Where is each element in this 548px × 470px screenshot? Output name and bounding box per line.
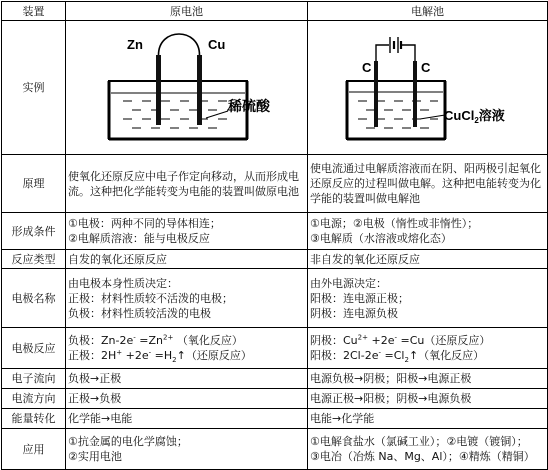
negative-electrode-equation: 负极：$Zn-2e^- =Zn^{2+}$ （氧化反应） [68,333,243,347]
electrode-name-electrolytic [308,269,548,328]
principle-row [2,155,548,213]
example-row [2,21,548,155]
electrode-name-galvanic-line2: 正极：材料性质较不活泼的电极； [68,291,233,305]
label-conditions: 形成条件 [2,213,66,250]
electrode-name-galvanic [66,269,308,328]
galvanic-cell-illustration [66,21,308,155]
label-example: 实例 [2,21,66,155]
application-row [2,429,548,470]
reaction-type-row [2,250,548,269]
label-energy: 能量转化 [2,409,66,429]
galvanic-cell-diagram [68,21,308,150]
cathode-equation: 阴极：$Cu^{2+} +2e^- =Cu$（还原反应） [310,333,491,347]
conditions-galvanic-line2: ②电解质溶液：能与电极反应 [68,232,210,245]
electrode-reaction-galvanic [66,328,308,369]
application-electrolytic-line1: ①电解食盐水（氯碱工业）；②电镀（镀铜）； [310,435,528,448]
left-carbon-electrode-label: C [362,60,372,75]
zn-electrode-label: Zn [127,37,143,52]
application-galvanic-line1: ①抗金属的电化学腐蚀； [68,435,188,448]
reaction-type-galvanic: 自发的氧化还原反应 [66,250,308,269]
label-electrode-name: 电极名称 [2,269,66,328]
energy-galvanic: 化学能→电能 [66,409,308,429]
electron-flow-electrolytic: 电源负极→阴极；阳极→电源正极 [308,369,548,389]
electrode-name-galvanic-line1: 由电极本身性质决定： [68,276,178,290]
electrolytic-cell-illustration [308,21,548,155]
cu-electrode-label: Cu [208,37,226,52]
cucl2-solution-label: CuCl$_2$溶液 [444,108,505,125]
positive-electrode-equation: 正极：$2H^+ +2e^- =H_2↑$（还原反应） [68,348,252,365]
electrode-name-galvanic-line3: 负极：材料性质较活泼的电极 [68,306,211,320]
header-electrolytic-cell: 电解池 [308,2,548,21]
label-electrode-reaction: 电极反应 [2,328,66,369]
conditions-galvanic [66,213,308,250]
conditions-electrolytic-line2: ③电解质（水溶液或熔化态） [310,232,452,245]
energy-row [2,409,548,429]
electrode-name-electrolytic-line3: 阴极：连电源负极 [310,306,398,320]
comparison-table [1,1,548,470]
reaction-type-electrolytic: 非自发的氧化还原反应 [308,250,548,269]
dilute-sulfuric-acid-label: 稀硫酸 [228,98,270,114]
electrode-reaction-electrolytic [308,328,548,369]
conditions-galvanic-line1: ①电极：两种不同的导体相连； [68,217,221,230]
application-electrolytic-line2: ③电冶（冶炼 Na、Mg、Al）；④精炼（精铜） [310,450,535,463]
electrode-reaction-row [2,328,548,369]
application-electrolytic [308,429,548,470]
anode-equation: 阳极：$2Cl-2e^- =Cl_2↑$（氧化反应） [310,348,485,365]
application-galvanic [66,429,308,470]
principle-galvanic: 使氧化还原反应中电子作定向移动，从而形成电流。这种把化学能转变为电能的装置叫做原电池 [66,155,308,213]
electrode-name-electrolytic-line2: 阳极：连电源正极； [310,291,409,305]
electron-flow-galvanic: 负极→正极 [66,369,308,389]
current-flow-row [2,389,548,409]
current-flow-electrolytic: 电源正极→阳极；阴极→电源负极 [308,389,548,409]
label-principle: 原理 [2,155,66,213]
energy-electrolytic: 电能→化学能 [308,409,548,429]
header-row [2,2,548,21]
conditions-row [2,213,548,250]
principle-electrolytic: 使电流通过电解质溶液而在阴、阳两极引起氧化还原反应的过程叫做电解。这种把电能转变为化学能的装置叫做电解池 [308,155,548,213]
header-galvanic-cell: 原电池 [66,2,308,21]
electrolytic-cell-diagram [310,21,548,150]
conditions-electrolytic-line1: ①电源；②电极（惰性或非惰性）； [310,217,479,230]
electron-flow-row [2,369,548,389]
current-flow-galvanic: 正极→负极 [66,389,308,409]
label-reaction-type: 反应类型 [2,250,66,269]
electrode-name-electrolytic-line1: 由外电源决定： [310,276,387,290]
right-carbon-electrode-label: C [421,60,431,75]
electrode-name-row [2,269,548,328]
label-electron-flow: 电子流向 [2,369,66,389]
label-application: 应用 [2,429,66,470]
label-current-flow: 电流方向 [2,389,66,409]
header-device: 装置 [2,2,66,21]
conditions-electrolytic [308,213,548,250]
application-galvanic-line2: ②实用电池 [68,450,122,463]
